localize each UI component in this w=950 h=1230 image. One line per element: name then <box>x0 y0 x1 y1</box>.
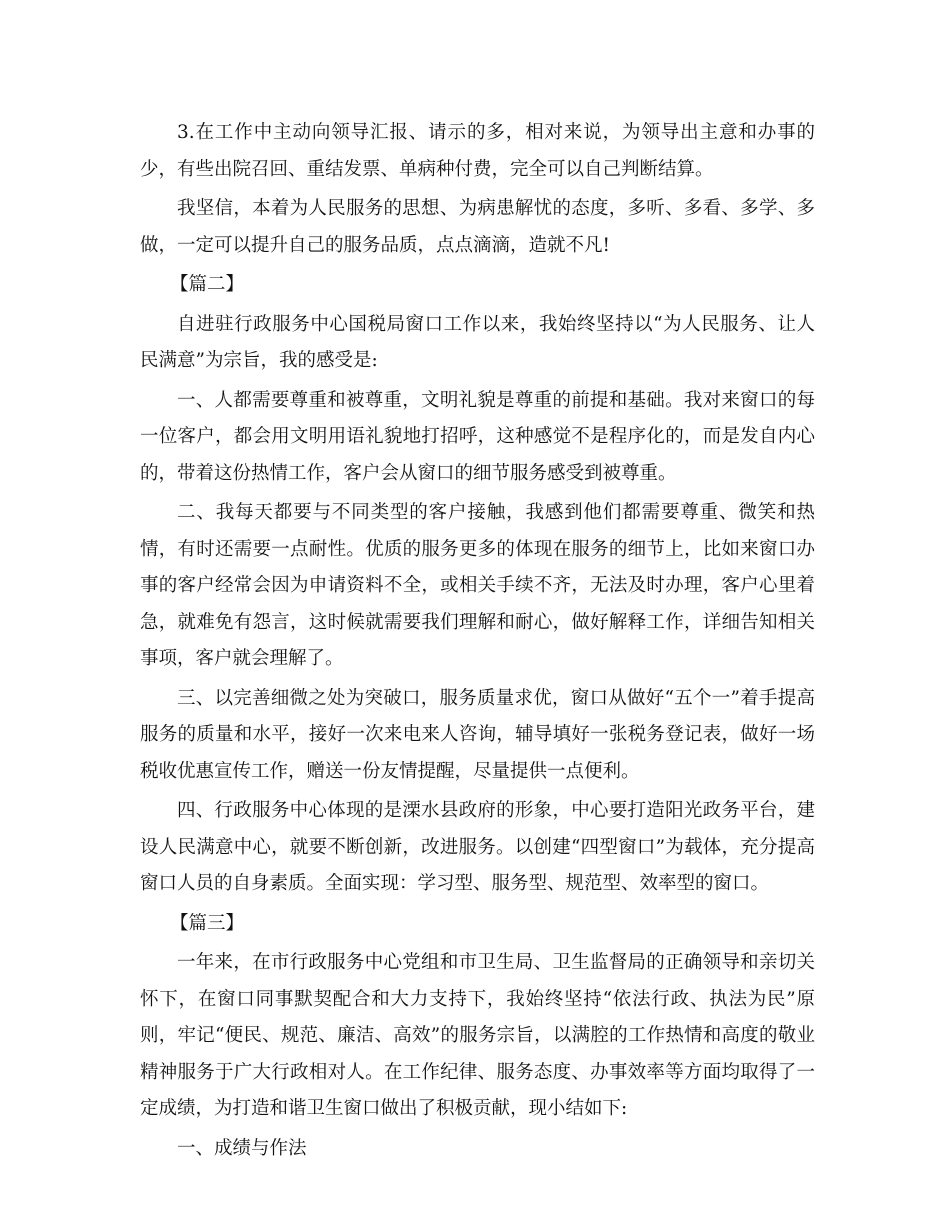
paragraph-7: 四、行政服务中心体现的是溧水县政府的形象，中心要打造阳光政务平台，建设人民满意中心，就要不断创新，改进服务。以创建“四型窗口”为载体，充分提高窗口人员的自身素质。全面实现：学习型、服务型、规范型、效率型的窗口。 <box>140 800 815 894</box>
paragraph-4: 一、人都需要尊重和被尊重，文明礼貌是尊重的前提和基础。我对来窗口的每一位客户，都会用文明用语礼貌地打招呼，这种感觉不是程序化的，而是发自内心的，带着这份热情工作，客户会从窗口的细节服务感受到被尊重。 <box>140 389 815 484</box>
paragraph-9: 一、成绩与作法 <box>177 1137 307 1159</box>
document-page <box>140 112 815 1167</box>
paragraph-8: 一年来，在市行政服务中心党组和市卫生局、卫生监督局的正确领导和亲切关怀下，在窗口同事默契配合和大力支持下，我始终坚持“依法行政、执法为民”原则，牢记“便民、规范、廉洁、高效”的服务宗旨，以满腔的工作热情和高度的敬业精神服务于广大行政相对人。在工作纪律、服务态度、办事效率等方面均取得了一定成绩，为打造和谐卫生窗口做出了积极贡献，现小结如下: <box>140 952 815 1119</box>
paragraph-3: 自进驻行政服务中心国税局窗口工作以来，我始终坚持以“为人民服务、让人民满意”为宗旨，我的感受是: <box>140 313 815 371</box>
paragraph-2: 我坚信，本着为人民服务的思想、为病患解忧的态度，多听、多看、多学、多做，一定可以提升自己的服务品质，点点滴滴，造就不凡! <box>140 198 815 256</box>
paragraph-6: 三、以完善细微之处为突破口，服务质量求优，窗口从做好“五个一”着手提高服务的质量和水平，接好一次来电来人咨询，辅导填好一张税务登记表，做好一场税收优惠宣传工作，赠送一份友情提醒，尽量提供一点便利。 <box>140 687 815 782</box>
paragraph-5: 二、我每天都要与不同类型的客户接触，我感到他们都需要尊重、微笑和热情，有时还需要一点耐性。优质的服务更多的体现在服务的细节上，比如来窗口办事的客户经常会因为申请资料不全，或相关手续不齐，无法及时办理，客户心里着急，就难免有怨言，这时候就需要我们理解和耐心，做好解释工作，详细告知相关事项，客户就会理解了。 <box>140 502 815 669</box>
paragraph-1: 3.在工作中主动向领导汇报、请示的多，相对来说，为领导出主意和办事的少，有些出院召回、重结发票、单病种付费，完全可以自己判断结算。 <box>140 122 815 180</box>
section-heading-3: 【篇三】 <box>170 912 245 934</box>
section-heading-2: 【篇二】 <box>170 274 245 295</box>
